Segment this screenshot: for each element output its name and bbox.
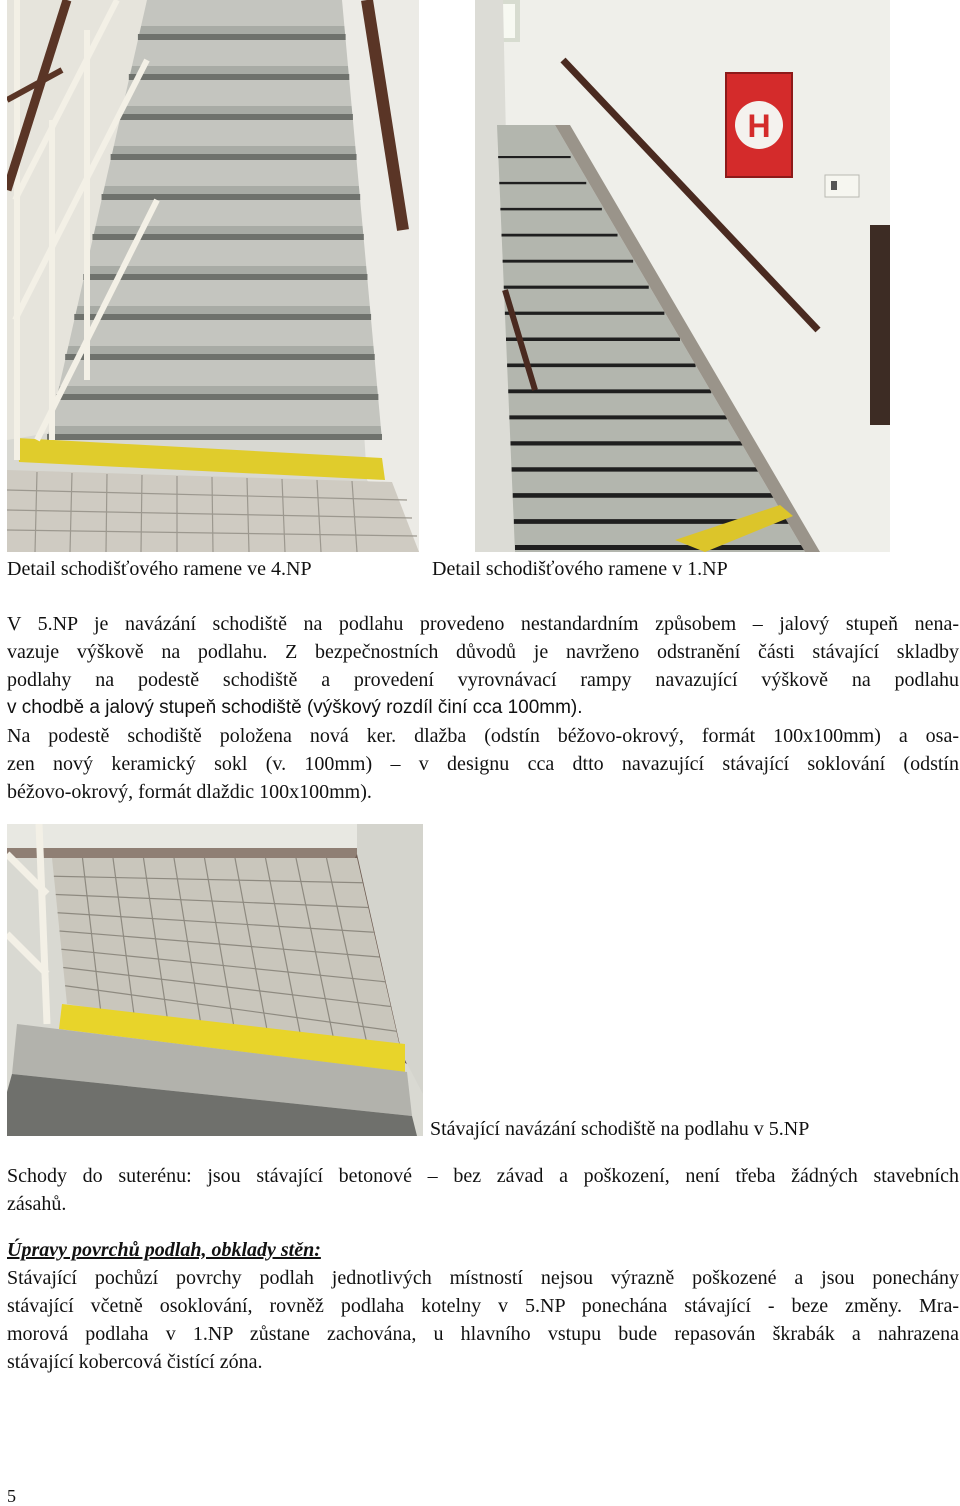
text-line: podlahy na podestě schodiště a provedení vyrovnávací rampy navazující výškově na podlahu [7, 669, 959, 691]
stair-step [505, 312, 665, 315]
stair-step [120, 114, 353, 120]
stair-step [77, 280, 369, 306]
text-line: zásahů. [7, 1193, 67, 1215]
page-number: 5 [7, 1486, 16, 1506]
text-line: stávající včetně osoklování, rovněž podlaha kotelny v 5.NP ponechána stávající - beze změny. Mra- [7, 1295, 959, 1317]
text-line: stávající kobercová čistící zóna. [7, 1351, 263, 1373]
section-heading: Úpravy povrchů podlah, obklady stěn: [7, 1239, 321, 1261]
text-line: Stávající pochůzí povrchy podlah jednotlivých místností nejsou výrazně poškozené a jsou ponechány [7, 1267, 959, 1289]
photo-stairs-4np [7, 0, 419, 552]
stair-step [50, 400, 381, 426]
paragraph-basement-stairs [7, 1162, 959, 1218]
stair-step [56, 394, 378, 400]
text-line: Na podestě schodiště položena nová ker. dlažba (odstín béžovo-okrový, formát 100x100mm) a osa- [7, 725, 959, 747]
text-line: Schody do suterénu: jsou stávající betonové – bez závad a poškození, není třeba žádných stavebních [7, 1165, 959, 1187]
stair-step [59, 360, 377, 386]
stair-step [74, 314, 371, 320]
stair-step [92, 234, 363, 240]
section-floor-surfaces [7, 1236, 959, 1376]
stair-step [114, 120, 355, 146]
hydrant-sign [726, 73, 792, 177]
stair-step [47, 434, 382, 440]
text-line: béžovo-okrový, formát dlaždic 100x100mm). [7, 781, 372, 803]
stair-step [138, 34, 346, 40]
stair-step [504, 286, 649, 289]
stair-step [503, 260, 634, 263]
stair-step [513, 493, 774, 498]
stair-step [502, 234, 618, 237]
stair-step [511, 441, 743, 445]
stair-step [509, 415, 727, 419]
stair-step [498, 156, 571, 158]
stairs-4np-image [7, 0, 419, 552]
photo-stairs-1np [475, 0, 890, 552]
stair-step [506, 338, 680, 342]
stair-step [83, 274, 367, 280]
stair-step [499, 182, 586, 184]
text-line: v chodbě a jalový stupeň schodiště (výškový rozdíl činí cca 100mm). [7, 697, 583, 718]
stair-step [512, 467, 759, 471]
paragraph-stair-landing [7, 610, 959, 806]
stair-step [68, 320, 373, 346]
stair-step [508, 389, 711, 393]
landing-5np-image [7, 824, 423, 1136]
stair-step [123, 80, 352, 106]
hydrant-sign-letter: H [747, 108, 771, 144]
stair-step [96, 200, 363, 226]
stair-step [132, 40, 348, 66]
text-line: morová podlaha v 1.NP zůstane zachována, u hlavního vstupu bude repasován škrabák a nahrazena [7, 1323, 959, 1345]
caption-photo-2: Detail schodišťového ramene v 1.NP [432, 558, 728, 580]
stair-step [102, 194, 361, 200]
stair-step [129, 74, 349, 80]
stairs-1np-image [475, 0, 890, 552]
text-line: zen nový keramický sokl (v. 100mm) – v designu cca dtto navazující stávající soklování (odstín [7, 753, 959, 775]
stair-step [141, 0, 344, 26]
stair-step [111, 154, 357, 160]
text-line: V 5.NP je navázání schodiště na podlahu provedeno nestandardním způsobem – jalový stupeň nena- [7, 613, 959, 635]
stair-step [507, 363, 696, 367]
stair-step [105, 160, 359, 186]
text-line: vazuje výškově na podlahu. Z bezpečnostních důvodů je navrženo odstranění části stávající skladby [7, 641, 959, 663]
photo-landing-5np [7, 824, 423, 1136]
stair-step [515, 545, 805, 550]
stair-step [65, 354, 375, 360]
caption-photo-3: Stávající navázání schodiště na podlahu v 5.NP [430, 1118, 810, 1140]
stair-step [500, 208, 602, 211]
light-switch [825, 175, 859, 197]
caption-photo-1: Detail schodišťového ramene ve 4.NP [7, 558, 312, 580]
